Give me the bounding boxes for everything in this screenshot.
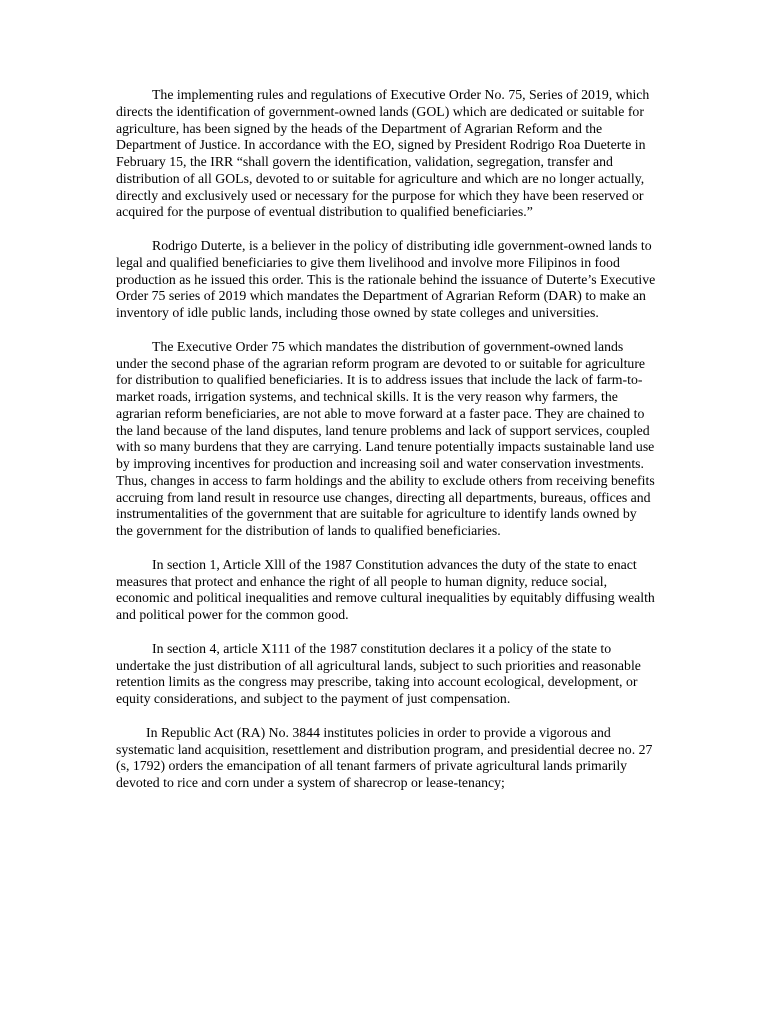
paragraph-section4-article13: In section 4, article X111 of the 1987 constitution declares it a policy of the state to undertake the just distribution of all agricultural lands, subject to such priorities and reasonable retention limits as the congress may prescribe, taking into account ecological, development, or equity considerations, and subject to the payment of just compensation. [116,640,641,706]
paragraph-eo75-distribution: The Executive Order 75 which mandates the distribution of government-owned lands under the second phase of the agrarian reform program are devoted to or suitable for agriculture for distribution to qualified beneficiaries. It is to address issues that include the lack of farm-to-market roads, irrigation systems, and technical skills. It is the very reason why farmers, the agrarian reform beneficiaries, are not able to move forward at a faster pace. They are chained to the land because of the land disputes, land tenure problems and lack of support services, coupled with so many burdens that they are carrying. Land tenure potentially impacts sustainable land use by improving incentives for production and increasing soil and water conservation investments. Thus, changes in access to farm holdings and the ability to exclude others from receiving benefits accruing from land result in resource use changes, directing all departments, bureaus, offices and instrumentalities of the government that are suitable for agriculture to identify lands owned by the government for the distribution of lands to qualified beneficiaries. [116,338,655,538]
paragraph-duterte-policy: Rodrigo Duterte, is a believer in the policy of distributing idle government-owned lands to legal and qualified beneficiaries to give them livelihood and involve more Filipinos in food production as he issued this order. This is the rationale behind the issuance of Duterte’s Executive Order 75 series of 2019 which mandates the Department of Agrarian Reform (DAR) to make an inventory of idle public lands, including those owned by state colleges and universities. [116,238,656,320]
document-body [116,87,656,809]
paragraph-eo75-irr: The implementing rules and regulations of Executive Order No. 75, Series of 2019, which directs the identification of government-owned lands (GOL) which are dedicated or suitable for agriculture, has been signed by the heads of the Department of Agrarian Reform and the Department of Justice. In accordance with the EO, signed by President Rodrigo Roa Dueterte in February 15, the IRR “shall govern the identification, validation, segregation, transfer and distribution of all GOLs, devoted to or suitable for agriculture and which are no longer actually, directly and exclusively used or necessary for the purpose for which they have been reserved or acquired for the purpose of eventual distribution to qualified beneficiaries.” [116,87,650,220]
paragraph-ra3844: In Republic Act (RA) No. 3844 institutes policies in order to provide a vigorous and systematic land acquisition, resettlement and distribution program, and presidential decree no. 27 (s, 1792) orders the emancipation of all tenant farmers of private agricultural lands primarily devoted to rice and corn under a system of sharecrop or lease-tenancy; [116,724,653,790]
paragraph-section1-article13: In section 1, Article Xlll of the 1987 Constitution advances the duty of the state to enact measures that protect and enhance the right of all people to human dignity, reduce social, economic and political inequalities and remove cultural inequalities by equitably diffusing wealth and political power for the common good. [116,556,655,622]
